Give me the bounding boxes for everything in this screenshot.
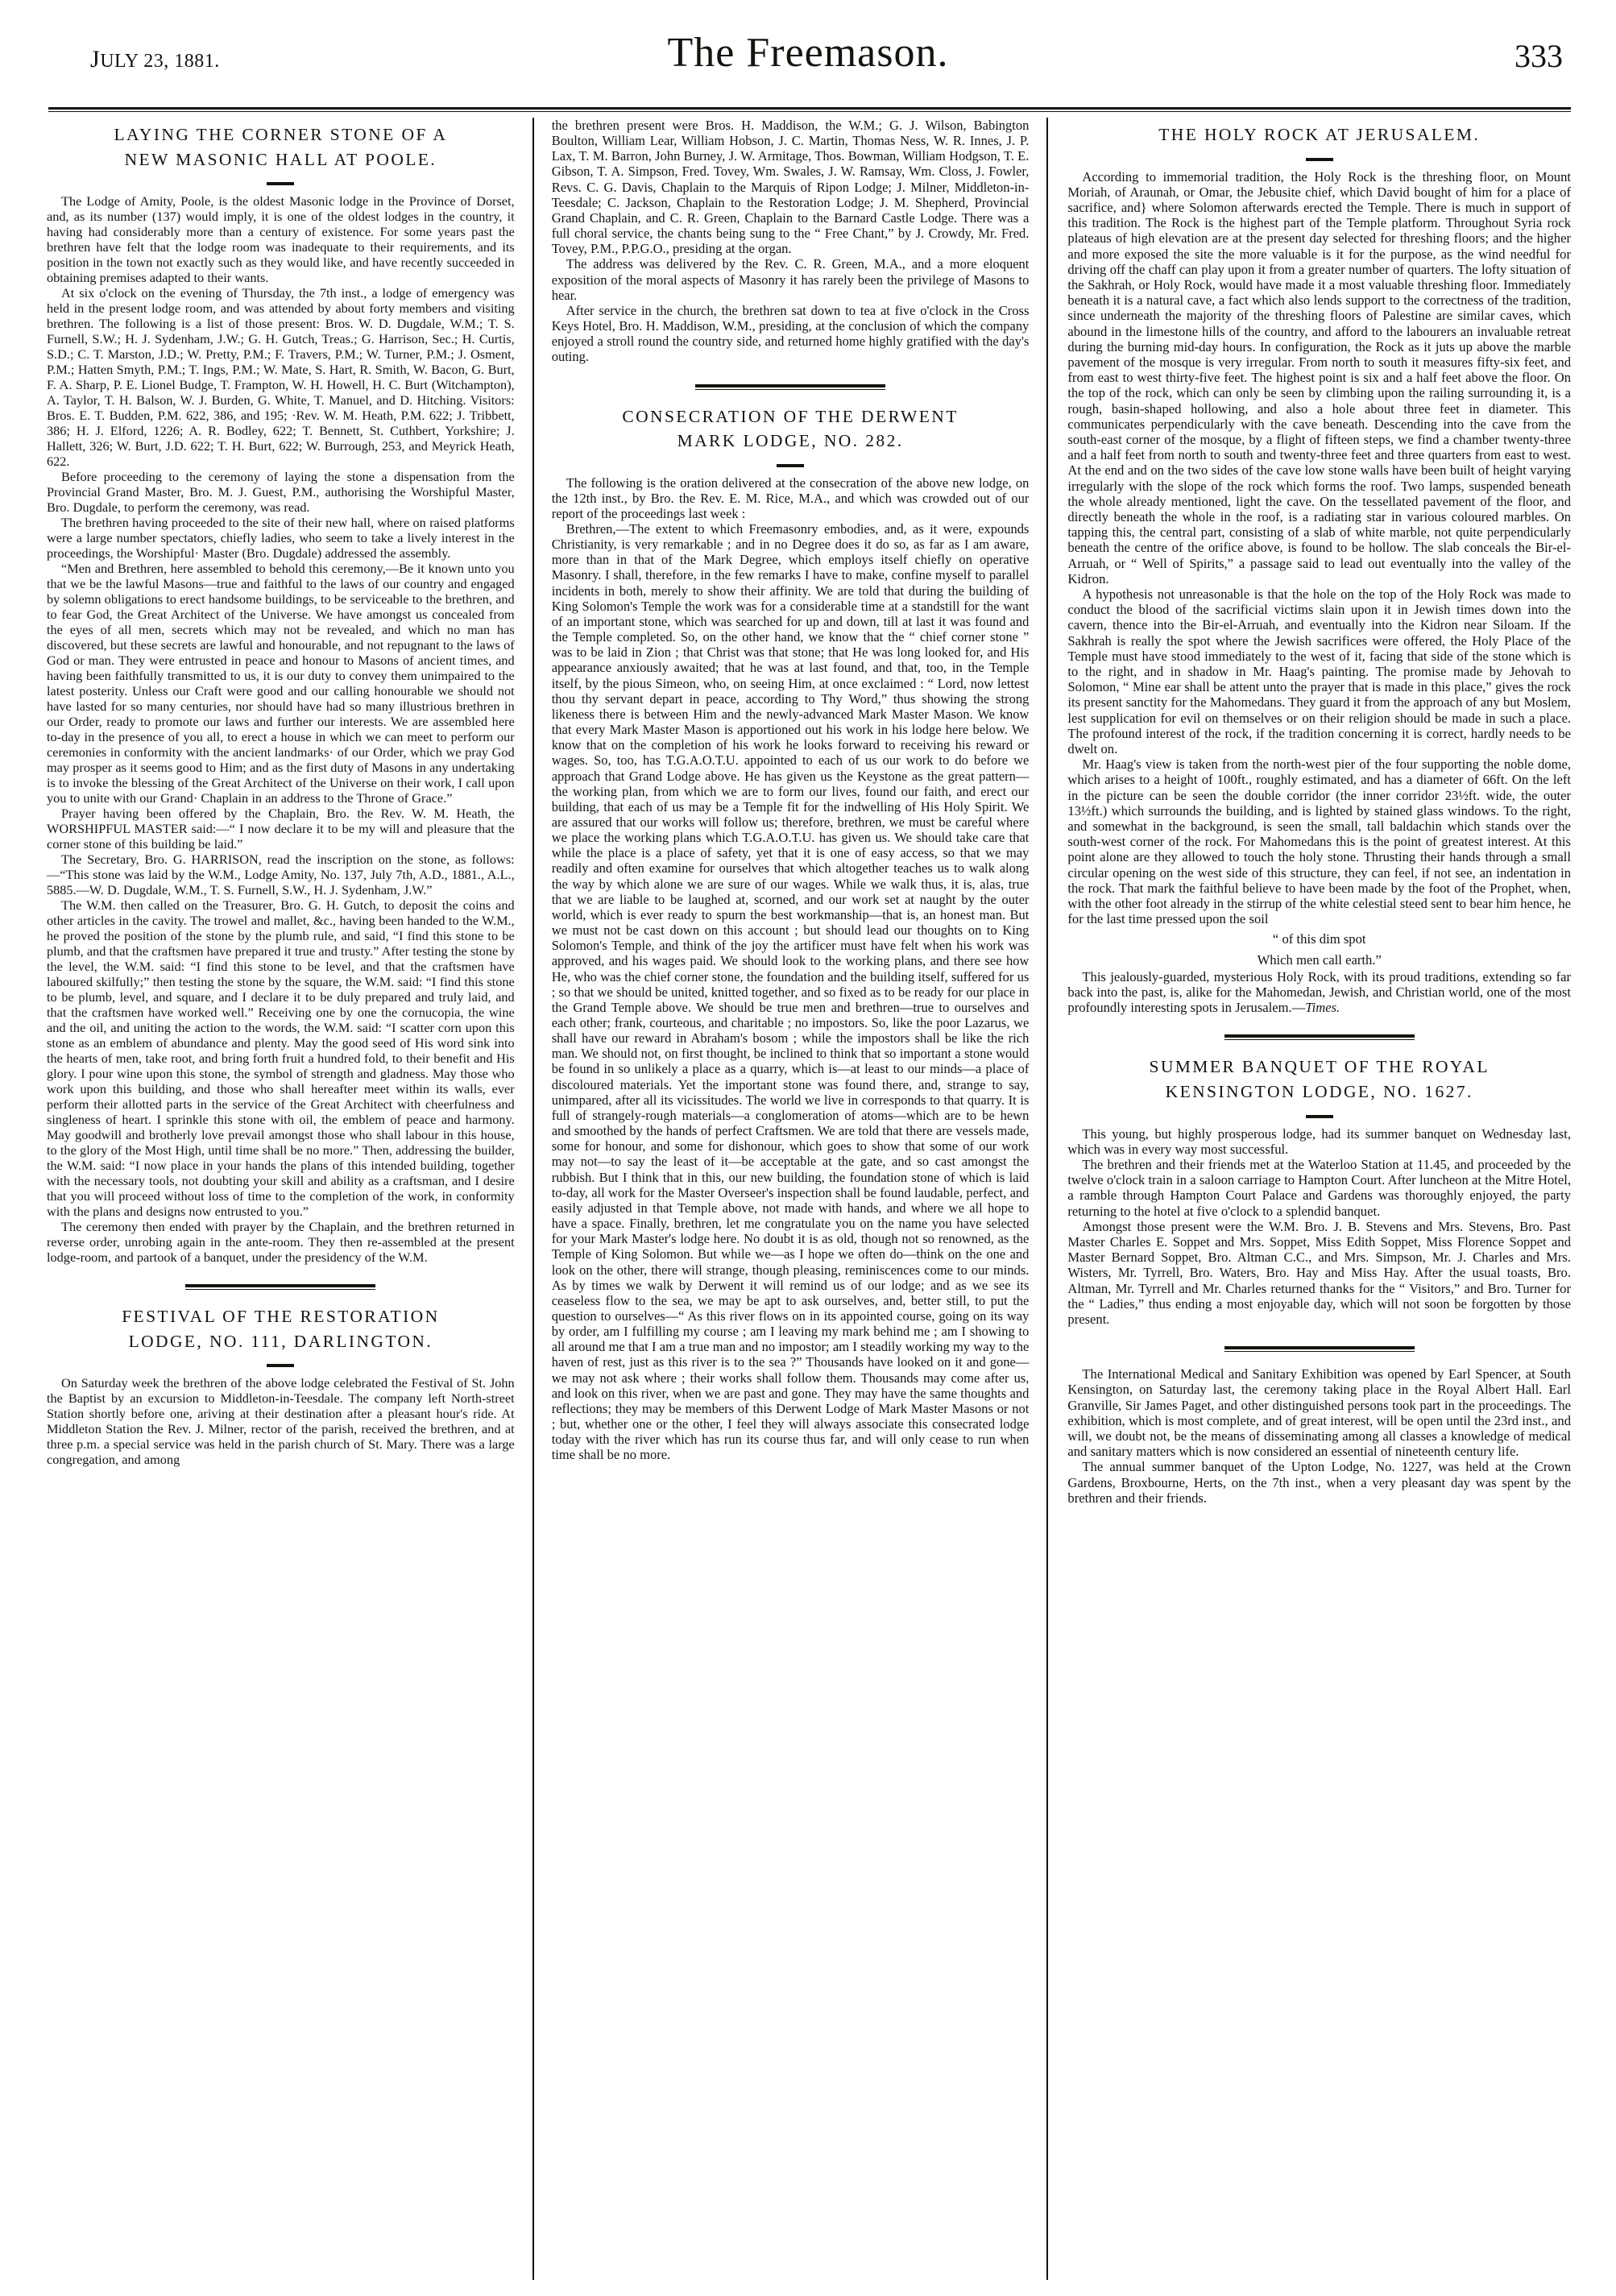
article-paragraph: The address was delivered by the Rev. C. R. Green, M.A., and a more eloquent exposition of the moral aspects of Masonry it has rarely been the privilege of Masons to hear.	[551, 256, 1030, 303]
publication-title: The Freemason.	[667, 30, 949, 76]
heading-dinkus	[777, 464, 804, 467]
heading-line-1: CONSECRATION OF THE DERWENT	[622, 406, 959, 426]
heading-line-2: KENSINGTON LODGE, NO. 1627.	[1165, 1082, 1473, 1101]
issue-date-text: ULY 23, 1881.	[100, 51, 220, 72]
article-paragraph: Before proceeding to the ceremony of laying the stone a dispensation from the Provincial Grand Master, Bro. M. J. Guest, P.M., authorising the Worshipful Master, Bro. Dugdale, to perform the ceremony, was read.	[47, 469, 515, 516]
heading-dinkus	[1306, 1115, 1333, 1118]
article-heading-restoration-lodge	[47, 1304, 515, 1353]
closing-text: This jealously-guarded, mysterious Holy Rock, with its proud traditions, extending so far back into the past, is, alike for the Mahomedan, Jewish, and Christian world, one of the most profoundly interesting spots in Jerusalem.—	[1067, 968, 1571, 1016]
article-paragraph: This young, but highly prosperous lodge, had its summer banquet on Wednesday last, which was in every way most successful.	[1067, 1125, 1571, 1157]
column-grid	[47, 118, 1571, 2280]
article-paragraph: “Men and Brethren, here assembled to behold this ceremony,—Be it known unto you that we be the lawful Masons—true and faithful to the laws of our country and engaged by solemn obligations to erect handsome buildings, to be serviceable to the brethren, and to fear God, the Great Architect of the Universe. We have amongst us concealed from the eyes of all men, secrets which may not be revealed, and which no man has discovered, but these secrets are lawful and honourable, and not repugnant to the laws of God or man. They were entrusted in peace and honour to Masons of ancient times, and having been faithfully transmitted to us, it is our duty to convey them unimpaired to the latest posterity. Unless our Craft were good and our calling honourable we should not have lasted for so many centuries, nor should have had so many illustrious brethren in our Order, ready to promote our laws and further our interests. We are assembled here to-day in the presence of you all, to erect a house in which we can meet to perform our ceremonies in conformity with the ancient landmarks· of our Order, which we pray God may prosper as it seems good to Him; and as the first duty of Masons in any undertaking is to invoke the blessing of the Great Architect of the Universe on their work, I call upon you to unite with our Grand· Chaplain in an address to the Throne of Grace.”	[47, 561, 515, 806]
section-divider-rule	[1224, 1346, 1415, 1352]
section-divider-rule	[1224, 1034, 1415, 1040]
issue-date-initial: J	[90, 46, 101, 73]
article-paragraph: At six o'clock on the evening of Thursday, the 7th inst., a lodge of emergency was held in the present lodge room, and was attended by about forty members and visiting brethren. The following is a list of those present: Bros. W. D. Dugdale, W.M.; T. S. Furnell, S.W.; H. J. Sydenham, J.W.; G. H. Gutch, Treas.; G. Harrison, Sec.; H. Curtis, S.D.; C. T. Marston, J.D.; W. Pretty, P.M.; F. Travers, P.M.; W. Turner, P.M.; J. Osment, P.M.; Hatten Smyth, P.M.; T. Ings, P.M.; W. Mate, S. Hart, R. Smith, W. Bacon, G. Burt, F. A. Sharp, P. E. Lionel Budge, T. Frampton, W. H. Howell, H. C. Burt (Witchampton), A. Taylor, T. H. Balson, W. J. Burden, G. White, T. Manuel, and D. Hitching. Visitors: Bros. E. T. Budden, P.M. 622, 386, and 195; ·Rev. W. M. Heath, P.M. 622; J. Tribbett, 386; H. J. Elford, 1226; A. R. Bodley, 622; T. Bennett, St. Cuthbert, Yorkshire; J. Hallett, 326; W. Burt, J.D. 622; T. H. Burt, 622; W. Burrough, 253, and Meyrick Heath, 622.	[47, 285, 515, 470]
heading-dinkus	[267, 1364, 294, 1367]
article-paragraph: According to immemorial tradition, the Holy Rock is the threshing floor, on Mount Moriah, of Araunah, or Omar, the Jebusite chief, which David bought of him for a place of sacrifice, and} where Solomon afterwards erected the Temple. There is much in support of this tradition. The Rock is the highest part of the Temple platform. Throughout Syria rock plateaus of high elevation are at the present day selected for threshing floors; and the higher and more exposed the site the more valuable is it for the purpose, as the wind needful for driving off the chaff can play upon it from a greater number of quarters. The lofty situation of the Sakhrah, or Holy Rock, would have made it a most valuable threshing floor. Immediately beneath it is a natural cave, a fact which also lends support to the correctness of the tradition, since underneath the majority of the threshing floors of Palestine are similar caves, which abound in the limestone hills of the country, and afford to the labourers an invaluable retreat during the burning mid-day hours. In configuration, the Rock as it juts up above the marble pavement of the mosque is very irregular. From north to south it measures fifty-six feet, and from east to west thirty-five feet. The highest point is six and a half feet above the floor. On the top of the rock, which can only be seen by climbing upon the railing surrounding it, is a rough, basin-shaped hollowing, and also a hole about three feet in diameter. This communicates perpendicularly with the cave beneath. Descending into the cave from the south-east corner of the mosque, by a flight of fifteen steps, we find a chamber twenty-three and a half feet from north to south and twenty-three feet and three quarters from east to west. At the end and on the two sides of the cave low stone walls have been built of height varying irregularly with the slope of the rock which forms the roof. Two lamps, suspended beneath the whole already mentioned, light the cave. On the tessellated pavement of the floor, and directly beneath the whole in the roof, is a radiating star in various coloured marbles. On tapping this, the central part, consisting of a slab of white marble, not quite perpendicularly beneath the centre of the orifice above, is found to be hollow. The slab conceals the Bir-el-Arruah, or “ Well of Spirits,” a passage said to lead out eventually into the valley of the Kidron.	[1067, 168, 1571, 586]
heading-line-1: SUMMER BANQUET OF THE ROYAL	[1149, 1057, 1490, 1077]
article-paragraph: The following is the oration delivered at the consecration of the above new lodge, on the 12th inst., by Bro. the Rev. E. M. Rice, M.A., and which was crowded out of our report of the proceedings last week :	[551, 475, 1030, 521]
heading-line-2: LODGE, NO. 111, DARLINGTON.	[128, 1331, 433, 1351]
column-3	[1046, 118, 1571, 2280]
heading-line-2: MARK LODGE, NO. 282.	[677, 431, 904, 451]
heading-dinkus	[267, 182, 294, 185]
article-paragraph: Prayer having been offered by the Chaplain, Bro. the Rev. W. M. Heath, the WORSHIPFUL MASTER said:—“ I now declare it to be my will and pleasure that the corner stone of this building be laid.”	[47, 806, 515, 852]
article-paragraph: After service in the church, the brethren sat down to tea at five o'clock in the Cross Keys Hotel, Bro. H. Maddison, W.M., presiding, at the conclusion of which the company enjoyed a stroll round the country side, and returned home highly gratified with the day's outing.	[551, 302, 1030, 365]
article-paragraph-oration: Brethren,—The extent to which Freemasonry embodies, and, as it were, expounds Christianity, is very remarkable ; and in no Degree does it do so, as far as I am aware, more than in that of the Mark Degree, which employs itself chiefly on operative Masonry. I shall, therefore, in the few remarks I have to make, confine myself to parallel incidents in both, merely to show their affinity. We are told that during the building of King Solomon's Temple the work was for a considerable time at a standstill for the want of an important stone, which was searched for up and down, till at last it was found and the Temple completed. So, on the other hand, we know that the “ chief corner stone ” was to be laid in Zion ; that Christ was that stone; that He was long looked for, and His appearance anxiously awaited; that he was at last found, and that, too, in the Temple itself, by the pious Simeon, who, on seeing Him, at once exclaimed : “ Lord, now lettest thou thy servant depart in peace, according to Thy Word,” thus showing the strong likeness there is between Him and the newly-advanced Mark Master Mason. We know that every Mark Master Mason is apportioned out his work in his lodge here below. We know that on the completion of his work he looks forward to receiving his reward or wages. So, too, has T.G.A.O.T.U. appointed to each of us our work to do before we approach that Grand Lodge above. He has given us the Keystone as the great pattern—the working plan, from which we are to form our lives, found our faith, and erect our building, that each of us may be a Temple fit for the indwelling of His Holy Spirit. We are assured that our works will follow us; therefore, brethren, we must be careful where we place the working plans which T.G.A.O.T.U. has given us. We should take care that while the place is a place of safety, yet that it is one of easy access, so that we may readily and often examine for ourselves that which altogether teaches us to walk along the way by which alone we are sure of our wages. While we walk thus, it is, alas, true that we are liable to be laughed at, scorned, and our work set at naught by the outer world, which is ever ready to spurn the best workmanship—that is, an honest man. But we must not be cast down on this account ; but should lead our thoughts on to King Solomon's Temple, and think of the joy the artificer must have felt when his work was approved, and his wages paid. We should look to the working plans, and there see how He, who was the chief corner stone, the foundation and the building itself, suffered for us ; so that we should be united, knitted together, and so fixed as to be ready for our place in the Grand Temple above. We should be true men and brethren—true to ourselves and each other; frank, courteous, and charitable ; no impostors. So, like the poor Lazarus, we shall have our reward in Abraham's bosom ; while the impostors shall be like the rich man. We should not, on first thought, be inclined to think that so important a stone would be found in so unlikely a place as a quarry, which is—at least to our minds—a place of discoloured materials. Yet the important stone was found there, and, strange to say, unimpared, after all its vicissitudes. The world we live in corresponds to that quarry. It is full of strangely-rough materials—a conglomeration of atoms—which are to be hewn and smoothed by the hands of perfect Craftsmen. We are told that there are vessels made, some for honour, and some for dishonour, which goes to show that some of our work may not—to say the least of it—be acceptable at the gate, and so cast amongst the rubbish. But I think that in this, our new building, the foundation stone of which is laid to-day, all work for the Master Overseer's inspection shall be found laudable, perfect, and easily adjusted in that Temple above, not made with hands, and where we all hope to have a space. Finally, brethren, let me congratulate you on the name you have selected for your Mark Master's lodge here. No doubt it is as old, though not so renowned, as the Temple of King Solomon. But while we—as I hope we often do—think on the one and look on the other, there will strange, though pleasing, reminiscences come to our minds. As by times we walk by Derwent it will remind us of our lodge; and as we see its ceaseless flow to the sea, we may be apt to ask ourselves, and, better still, to put the question to ourselves—“ As this river flows on in its appointed course, going on its way by order, am I fulfilling my course ; am I leaving my mark behind me ; am I showing to all around me that I am a true man and no impostor; am I steadily working my way to the haven of rest, just as this river is to the sea ?” Thousands have looked on it and gone—we may not ask where ; their works shall follow them. Thousands may come after us, and look on this river, when we are past and gone. They may have the same thoughts and reflections; they may be members of this Derwent Lodge of Mark Master Masons or not ; but, whether one or the other, I feel they will always associate this consecrated lodge today with the river which has run its course thus far, and will only cease to run when time shall be no more.	[551, 521, 1030, 1463]
verse-line: Which men call earth.”	[1257, 951, 1382, 968]
article-paragraph: Amongst those present were the W.M. Bro. J. B. Stevens and Mrs. Stevens, Bro. Past Master Charles E. Soppet and Mrs. Soppet, Miss Edith Soppet, Miss Florence Soppet and Master Bernard Soppet, Bro. Altman C.C., and Mrs. Simpson, Mr. J. Charles and Mrs. Wisters, Mr. Tyrrell, Bro. Waters, Bro. Hay and Miss Hay. After the usual toasts, Bro. Altman, Mr. Tyrrell and Mr. Charles returned thanks for the “ Visitors,” and Bro. Turner for the “ Ladies,” thus ending a most enjoyable day, which will not soon be forgotten by those present.	[1067, 1218, 1571, 1327]
article-heading-derwent-mark-lodge	[552, 404, 1030, 454]
article-heading-poole	[47, 122, 515, 172]
article-paragraph-upton-lodge: The annual summer banquet of the Upton Lodge, No. 1227, was held at the Crown Gardens, Broxbourne, Herts, on the 7th inst., when a very pleasant day was spent by the brethren and their friends.	[1067, 1459, 1571, 1506]
page-masthead	[0, 0, 1616, 76]
section-divider-rule	[695, 384, 885, 390]
article-paragraph-continuation: the brethren present were Bros. H. Maddison, the W.M.; G. J. Wilson, Babington Boulton, William Lear, William Hobson, J. C. Martin, Thomas Ness, W. R. Innes, J. P. Lax, T. M. Barron, John Burney, J. W. Armitage, Thos. Bowman, William Hodgson, T. E. Gibson, T. A. Simpson, Fred. Tovey, Wm. Swales, J. W. Ramsay, Wm. Closs, J. Fowler, Revs. C. G. Davis, Chaplain to the Marquis of Ripon Lodge; J. Milner, Middleton-in-Teesdale; C. Jackson, Chaplain to the Restoration Lodge; J. M. Shepherd, Provincial Grand Chaplain, and C. R. Green, Chaplain to the Barnard Castle Lodge. There was a full choral service, the chants being sung to the “ Free Chant,” by J. Crowdy, Mr. Fred. Tovey, P.M., P.P.G.O., presiding at the organ.	[551, 118, 1030, 257]
heading-dinkus	[1306, 158, 1333, 161]
article-paragraph: The brethren and their friends met at the Waterloo Station at 11.45, and proceeded by the twelve o'clock train in a saloon carriage to Hampton Court. After luncheon at the Mitre Hotel, a ramble through Hampton Court Palace and Gardens was thoroughly enjoyed, the party returning to the hotel at five o'clock to a splendid banquet.	[1067, 1156, 1571, 1219]
article-paragraph: The ceremony then ended with prayer by the Chaplain, and the brethren returned in reverse order, unrobing again in the ante-room. They then re-assembled at the present lodge-room, and partook of a banquet, under the presidency of the W.M.	[47, 1219, 515, 1266]
heading-line-2: NEW MASONIC HALL AT POOLE.	[124, 149, 437, 169]
article-heading-holy-rock: THE HOLY ROCK AT JERUSALEM.	[1158, 125, 1481, 144]
article-paragraph: The Lodge of Amity, Poole, is the oldest Masonic lodge in the Province of Dorset, and, as its number (137) would imply, it is one of the oldest lodges in the country, it having had considerably more than a century of existence. For some years past the brethren have felt that the lodge room was inadequate to their requirements, and its position in the town not exactly such as they would like, and have recently succeeded in obtaining premises adapted to their wants.	[47, 193, 515, 286]
article-paragraph: A hypothesis not unreasonable is that the hole on the top of the Holy Rock was made to conduct the blood of the sacrificial victims slain upon it in Jewish times down into the cavern, thence into the Bir-el-Arruah, and eventually into the Kidron near Siloam. If the Sakhrah is really the spot where the Jewish sacrifices were offered, the Holy Place of the Temple must have stood immediately to the west of it, facing that side of the stone which is to the right, and in shadow in Mr. Haag's painting. The promise made by Jehovah to Solomon, “ Mine ear shall be attent unto the prayer that is made in this place,” gives the rock its present sanctity for the Mahomedans. They guard it from the approach of any but Moslem, lest supplication for evil on themselves or on their religion should be made in such a place. The profound interest of the rock, if the tradition concerning it is correct, hardly needs to be dwelt on.	[1067, 586, 1571, 757]
section-divider-rule	[185, 1284, 375, 1290]
article-heading-royal-kensington-lodge	[1067, 1055, 1571, 1104]
masthead-rule	[48, 107, 1571, 112]
article-paragraph	[1067, 969, 1571, 1016]
page-number: 333	[1514, 38, 1563, 74]
article-paragraph: The Secretary, Bro. G. HARRISON, read the inscription on the stone, as follows:—“This stone was laid by the W.M., Lodge Amity, No. 137, July 7th, A.D., 1881., A.L., 5885.—W. D. Dugdale, W.M., T. S. Furnell, S.W., H. J. Sydenham, J.W.”	[47, 852, 515, 898]
column-2	[532, 118, 1047, 2280]
article-paragraph: On Saturday week the brethren of the above lodge celebrated the Festival of St. John the Baptist by an excursion to Middleton-in-Teesdale. The company left North-street Station shortly before one, ariving at their destination after a pleasant hour's ride. At Middleton Station the Rev. J. Milner, rector of the parish, received the brethren, and at three p.m. a special service was held in the parish church of St. Mary. There was a large congregation, and among	[47, 1375, 515, 1468]
article-source-attribution: Times.	[1305, 1000, 1340, 1016]
article-paragraph: The W.M. then called on the Treasurer, Bro. G. H. Gutch, to deposit the coins and other articles in the cavity. The trowel and mallet, &c., having been handed to the W.M., he proved the position of the stone by the plumb rule, and said, “I find this stone to be plumb, and that the craftsmen have prepared it true and trusty.” After testing the stone by the level, the W.M. said: “I find this stone to be level, and that the craftsmen have laboured skilfully;” then testing the stone by the square, the W.M. said: “I find this stone to be plumb, level, and square, and I declare it to be duly prepared and truly laid, and that the craftsmen have worked well.” Receiving one by one the cornucopia, the wine and the oil, and uniting the action to the words, the W.M. said: “I scatter corn upon this stone as an emblem of abundance and plenty. May the good seed of His word sink into the hearts of men, take root, and bring forth fruit a hundred fold, to their benefit and His glory. I pour wine upon this stone, the symbol of strength and gladness. May those who work upon this building, and those who shall hereafter meet within its walls, ever perform their allotted parts in the service of the Great Architect with cheerfulness and singleness of heart. I sprinkle this stone with oil, the emblem of peace and harmony. May goodwill and brotherly love prevail amongst those who shall labour in this house, to the glory of the Most High, until time shall be no more.” Then, addressing the builder, the W.M. said: “I now place in your hands the plans of this intended building, together with the necessary tools, not doubting your skill and ability as a craftsman, and I desire that you will proceed without loss of time to the completion of the work, in conformity with the plans and designs now entrusted to you.”	[47, 897, 515, 1220]
heading-line-1: LAYING THE CORNER STONE OF A	[114, 125, 448, 144]
article-paragraph-exhibition: The International Medical and Sanitary Exhibition was opened by Earl Spencer, at South Kensington, on Saturday last, the ceremony taking place in the Royal Albert Hall. Earl Granville, Sir James Paget, and other distinguished persons took part in the proceedings. The exhibition, which is most complete, and of great interest, will be open until the 23rd inst., and will, we doubt not, be the means of disseminating among all classes a knowledge of medical and sanitary matters which is now considered an essential of nineteenth century life.	[1067, 1366, 1571, 1460]
article-paragraph: The brethren having proceeded to the site of their new hall, where on raised platforms were a large number spectators, chiefly ladies, who seem to take a lively interest in the proceedings, the Worshipful· Master (Bro. Dugdale) addressed the assembly.	[47, 515, 515, 562]
heading-line-1: FESTIVAL OF THE RESTORATION	[122, 1307, 440, 1327]
article-paragraph: Mr. Haag's view is taken from the north-west pier of the four supporting the noble dome, which arises to a height of 100ft., roughly estimated, and has a diameter of 66ft. On the left in the picture can be seen the double corridor (the inner corridor 23½ft. wide, the outer 13½ft.) which surrounds the building, and is lighted by stained glass windows. To the right, and somewhat in the background, is seen the small, tall baldachin which stands over the south-west corner of the rock. For Mahomedans this is the point of greatest interest. At this point alone are they allowed to touch the holy stone. Thrusting their hands through a small circular opening on the west side of this structure, they can feel, if not see, an indentation in the rock. That mark the faithful believe to have been made by the foot of the Prophet, when, with the other foot already in the stirrup of the white celestial steed sent to bear him hence, he for the last time pressed upon the soil	[1067, 756, 1571, 927]
verse-line: “ of this dim spot	[1272, 931, 1366, 947]
column-1	[47, 118, 532, 2280]
